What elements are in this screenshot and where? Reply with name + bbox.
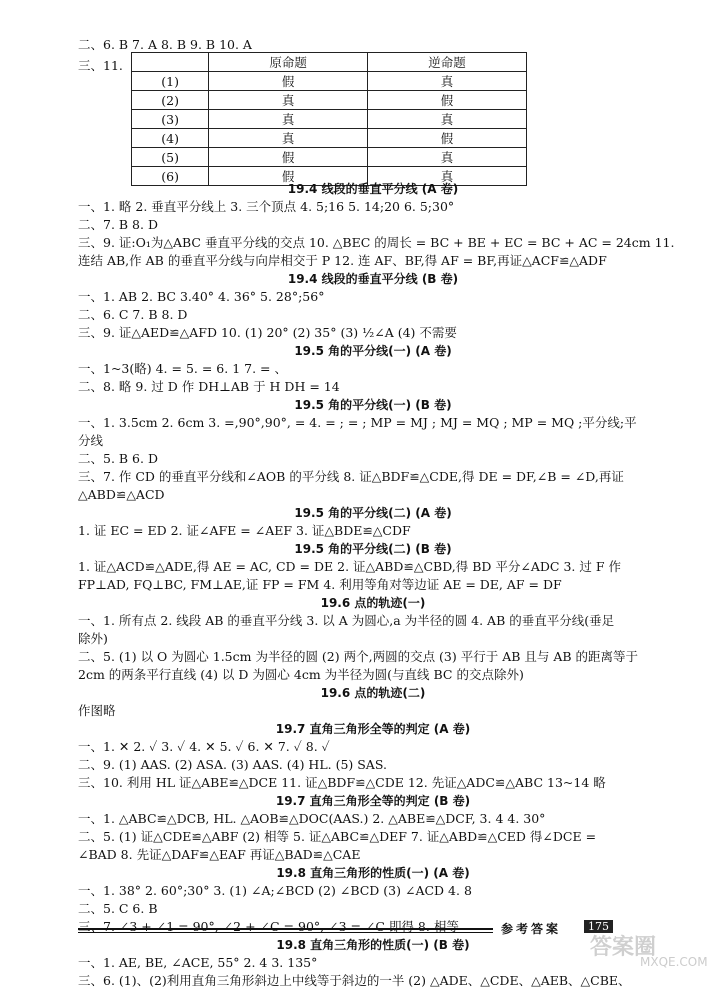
table-cell: 假 <box>368 129 527 148</box>
answer-line: 一、1. 3.5cm 2. 6cm 3. =,90°,90°, = 4. = ; = ; MP = MJ ; MJ = MQ ; MP = MQ ;平分线;平 <box>78 415 637 430</box>
section-heading: 19.4 线段的垂直平分线 (A 卷) <box>287 182 459 196</box>
answer-line: 1. 证△ACD≌△ADE,得 AE = AC, CD = DE 2. 证△ABD≌△CBD,得 BD 平分∠ADC 3. 过 F 作 <box>78 559 621 574</box>
answer-line: 二、9. (1) AAS. (2) ASA. (3) AAS. (4) HL. (5) SAS. <box>78 757 387 772</box>
answer-line: 二、5. (1) 证△CDE≌△ABF (2) 相等 5. 证△ABC≌△DEF 7. 证△ABD≌△CED 得∠DCE = <box>78 829 597 844</box>
table-cell: 真 <box>209 129 368 148</box>
table-cell: (3) <box>132 110 209 129</box>
section-heading: 19.4 线段的垂直平分线 (B 卷) <box>287 272 459 286</box>
table-cell: 真 <box>368 167 527 186</box>
answer-table <box>131 52 527 186</box>
answer-line: 1. 证 EC = ED 2. 证∠AFE = ∠AEF 3. 证△BDE≌△CDF <box>78 523 411 538</box>
answer-line: 三、9. 证:O₁为△ABC 垂直平分线的交点 10. △BEC 的周长 = BC + BE + EC = BC + AC = 24cm 11. <box>78 235 675 250</box>
answer-line: △ABD≌△ACD <box>78 487 165 502</box>
table-cell: 假 <box>368 91 527 110</box>
table-cell: (2) <box>132 91 209 110</box>
table-cell: 真 <box>209 110 368 129</box>
section-heading: 19.5 角的平分线(一) (A 卷) <box>294 344 452 358</box>
answer-line: FP⊥AD, FQ⊥BC, FM⊥AE,证 FP = FM 4. 利用等角对等边证 AE = DE, AF = DF <box>78 577 562 592</box>
section-heading: 19.8 直角三角形的性质(一) (A 卷) <box>276 866 470 880</box>
table-cell: (1) <box>132 72 209 91</box>
table-cell: (5) <box>132 148 209 167</box>
footer-rule-thin <box>78 932 493 933</box>
answer-line: 二、5. B 6. D <box>78 451 158 466</box>
answer-line: 三、7. 作 CD 的垂直平分线和∠AOB 的平分线 8. 证△BDF≌△CDE,得 DE = DF,∠B = ∠D,再证 <box>78 469 624 484</box>
section-heading: 19.7 直角三角形全等的判定 (A 卷) <box>275 722 471 736</box>
section-heading: 19.6 点的轨迹(一) <box>320 596 426 610</box>
answer-line: 二、5. (1) 以 O 为圆心 1.5cm 为半径的圆 (2) 两个,两圆的交点 (3) 平行于 AB 且与 AB 的距离等于 <box>78 649 639 664</box>
table-row <box>132 110 527 129</box>
table-cell: 假 <box>209 72 368 91</box>
answer-line: 一、1. ✕ 2. ✓ 3. ✓ 4. ✕ 5. ✓ 6. ✕ 7. ✓ 8. ✓ <box>78 739 330 754</box>
table-row <box>132 148 527 167</box>
section-heading: 19.5 角的平分线(一) (B 卷) <box>294 398 452 412</box>
table-cell: 真 <box>368 72 527 91</box>
watermark-url: MXQE.COM <box>640 955 708 969</box>
section-heading: 19.5 角的平分线(二) (B 卷) <box>294 542 452 556</box>
answer-line: 二、6. B 7. A 8. B 9. B 10. A <box>78 37 252 52</box>
answer-line: 分线 <box>78 433 104 448</box>
footer-label: 参考答案 <box>501 922 562 936</box>
table-header-cell: 逆命题 <box>368 53 527 72</box>
answer-line: 二、7. B 8. D <box>78 217 158 232</box>
table-cell: (4) <box>132 129 209 148</box>
answer-line: 三、10. 利用 HL 证△ABE≌△DCE 11. 证△BDF≌△CDE 12. 先证△ADC≌△ABC 13~14 略 <box>78 775 606 790</box>
section-heading: 19.8 直角三角形的性质(一) (B 卷) <box>276 938 470 952</box>
table-row <box>132 129 527 148</box>
answer-line: 一、1. 38° 2. 60°;30° 3. (1) ∠A;∠BCD (2) ∠BCD (3) ∠ACD 4. 8 <box>78 883 472 898</box>
footer-rule <box>78 928 493 930</box>
table-cell: 真 <box>368 110 527 129</box>
answer-line: 三、9. 证△AED≌△AFD 10. (1) 20° (2) 35° (3) ½∠A (4) 不需要 <box>78 325 457 340</box>
table-header-cell: 原命题 <box>209 53 368 72</box>
answer-line: 2cm 的两条平行直线 (4) 以 D 为圆心 4cm 为半径为圆(与直线 BC 的交点除外) <box>78 667 524 682</box>
answer-line: 一、1. AE, BE, ∠ACE, 55° 2. 4 3. 135° <box>78 955 318 970</box>
section-heading: 19.5 角的平分线(二) (A 卷) <box>294 506 452 520</box>
table-cell: 假 <box>209 167 368 186</box>
page-footer <box>78 918 678 938</box>
watermark-logo: 答案圈 <box>590 935 657 960</box>
answer-line: 二、8. 略 9. 过 D 作 DH⊥AB 于 H DH = 14 <box>78 379 340 394</box>
table-cell: 假 <box>209 148 368 167</box>
answer-line: ∠BAD 8. 先证△DAF≌△EAF 再证△BAD≌△CAE <box>78 847 361 862</box>
answer-line: 除外) <box>78 631 108 646</box>
answer-line: 一、1~3(略) 4. = 5. = 6. 1 7. = 、 <box>78 361 287 376</box>
answer-line: 一、1. △ABC≌△DCB, HL. △AOB≌△DOC(AAS.) 2. △ABE≌△DCF, 3. 4 4. 30° <box>78 811 546 826</box>
answer-line: 连结 AB,作 AB 的垂直平分线与向岸相交于 P 12. 连 AF、BF,得 AF = BF,再证△ACF≌△ADF <box>78 253 607 268</box>
table-row <box>132 91 527 110</box>
section-heading: 19.6 点的轨迹(二) <box>320 686 426 700</box>
page-number: 175 <box>584 920 613 933</box>
answer-line: 二、5. C 6. B <box>78 901 158 916</box>
table-cell: 真 <box>368 148 527 167</box>
answer-line: 一、1. 所有点 2. 线段 AB 的垂直平分线 3. 以 A 为圆心,a 为半径的圆 4. AB 的垂直平分线(垂足 <box>78 613 615 628</box>
table-header-cell <box>132 53 209 72</box>
answer-line: 三、6. (1)、(2)利用直角三角形斜边上中线等于斜边的一半 (2) △ADE、△CDE、△AEB、△CBE、 <box>78 973 631 988</box>
table-cell: 真 <box>209 91 368 110</box>
answer-line: 三、7. ∠3 + ∠1 = 90°, ∠2 + ∠C = 90°, ∠3 = ∠C 即得 8. 相等 <box>78 919 459 934</box>
table-row <box>132 72 527 91</box>
table-cell: (6) <box>132 167 209 186</box>
answer-line: 二、6. C 7. B 8. D <box>78 307 188 322</box>
answer-line: 作图略 <box>78 703 116 718</box>
table-label: 三、11. <box>78 58 123 73</box>
answer-line: 一、1. 略 2. 垂直平分线上 3. 三个顶点 4. 5;16 5. 14;20 6. 5;30° <box>78 199 455 214</box>
section-heading: 19.7 直角三角形全等的判定 (B 卷) <box>275 794 471 808</box>
answer-line: 一、1. AB 2. BC 3.40° 4. 36° 5. 28°;56° <box>78 289 325 304</box>
